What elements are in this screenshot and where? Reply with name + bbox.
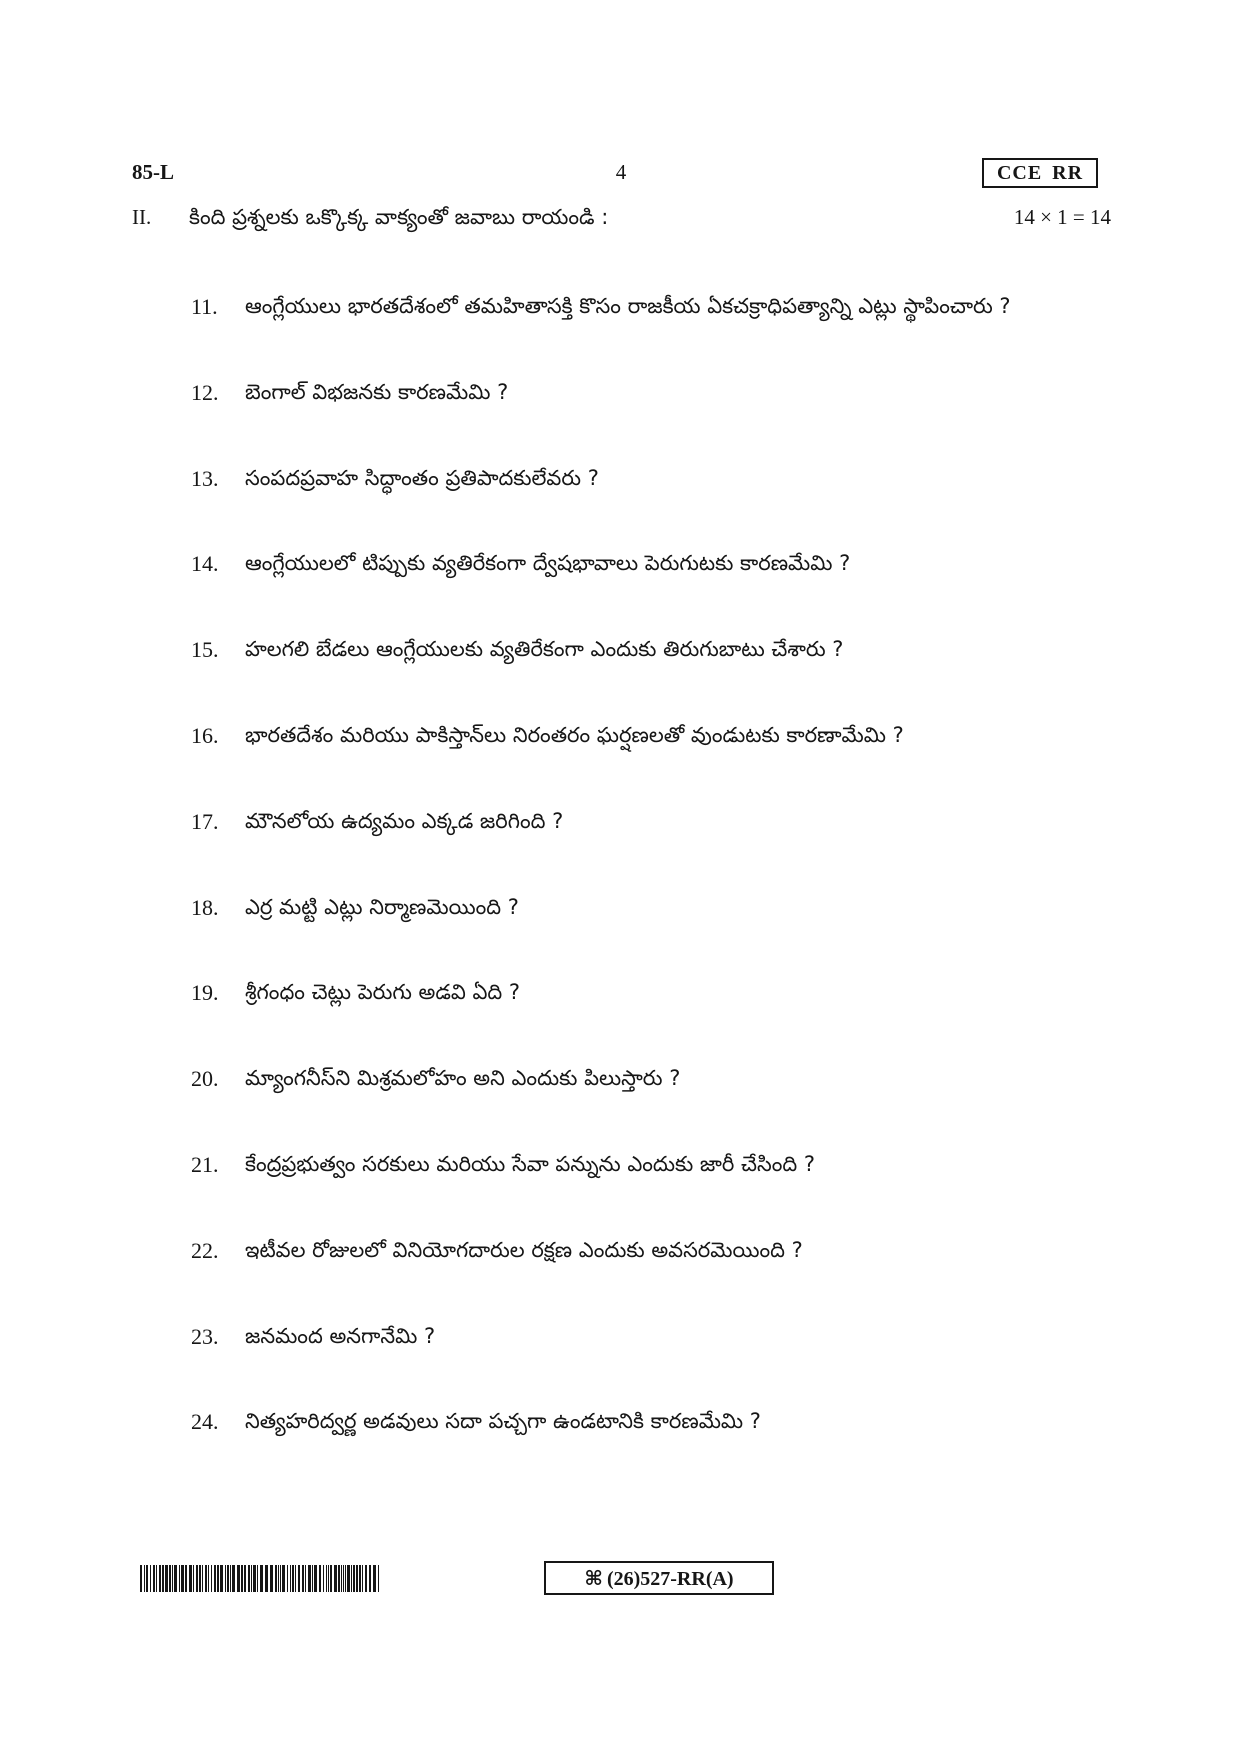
barcode bbox=[140, 1565, 382, 1592]
barcode-bar bbox=[282, 1565, 285, 1592]
section-instruction: కింది ప్రశ్నలకు ఒక్కొక్క వాక్యంతో జవాబు రాయండి : bbox=[189, 205, 609, 229]
barcode-bar bbox=[338, 1565, 340, 1592]
barcode-bar bbox=[230, 1565, 231, 1592]
barcode-bar bbox=[169, 1565, 171, 1592]
barcode-bar bbox=[146, 1565, 148, 1592]
barcode-bar bbox=[220, 1565, 223, 1592]
question-15 bbox=[191, 619, 1113, 680]
question-number: 17. bbox=[191, 808, 219, 834]
barcode-bar bbox=[334, 1565, 337, 1592]
question-11 bbox=[191, 276, 1113, 337]
barcode-bar bbox=[196, 1565, 198, 1592]
barcode-bar bbox=[378, 1565, 379, 1592]
question-text: హలగలి బేడలు ఆంగ్లేయులకు వ్యతిరేకంగా ఎందుకు తిరుగుబాటు చేశారు ? bbox=[245, 637, 844, 662]
question-number: 22. bbox=[191, 1237, 219, 1263]
barcode-bar bbox=[359, 1565, 361, 1592]
question-text: మౌనలోయ ఉద్యమం ఎక్కడ జరిగింది ? bbox=[245, 808, 564, 833]
barcode-bar bbox=[287, 1565, 288, 1592]
barcode-bar bbox=[326, 1565, 327, 1592]
question-12 bbox=[191, 362, 1113, 423]
question-24 bbox=[191, 1391, 1113, 1452]
question-text: ఆంగ్లేయులలో టిప్పుకు వ్యతిరేకంగా ద్వేషభావాలు పెరుగుటకు కారణమేమి ? bbox=[245, 551, 851, 576]
question-paper-code: (26)527-RR(A) bbox=[606, 1568, 734, 1590]
barcode-bar bbox=[172, 1565, 173, 1592]
barcode-bar bbox=[232, 1565, 235, 1592]
question-number: 20. bbox=[191, 1066, 219, 1092]
question-number: 12. bbox=[191, 379, 219, 405]
barcode-bar bbox=[347, 1565, 350, 1592]
barcode-bar bbox=[202, 1565, 203, 1592]
barcode-bar bbox=[179, 1565, 180, 1592]
question-number: 18. bbox=[191, 894, 219, 920]
barcode-bar bbox=[248, 1565, 250, 1592]
question-16 bbox=[191, 705, 1113, 766]
barcode-bar bbox=[353, 1565, 355, 1592]
question-number: 23. bbox=[191, 1323, 219, 1349]
barcode-bar bbox=[159, 1565, 161, 1592]
question-text: శ్రీగంధం చెట్లు పెరుగు అడవి ఏది ? bbox=[245, 980, 521, 1005]
barcode-bar bbox=[214, 1565, 216, 1592]
barcode-bar bbox=[330, 1565, 332, 1592]
question-23 bbox=[191, 1306, 1113, 1367]
barcode-bar bbox=[193, 1565, 194, 1592]
barcode-bar bbox=[270, 1565, 273, 1592]
question-20 bbox=[191, 1048, 1113, 1109]
barcode-bar bbox=[237, 1565, 240, 1592]
question-number: 14. bbox=[191, 551, 219, 577]
barcode-bar bbox=[265, 1565, 268, 1592]
barcode-bar bbox=[319, 1565, 321, 1592]
series-box: CCE RR bbox=[982, 158, 1098, 188]
barcode-bar bbox=[140, 1565, 142, 1592]
question-text: మ్యాంగనీస్‌ని మిశ్రమలోహం అని ఎందుకు పిలుస్తారు ? bbox=[245, 1066, 681, 1091]
question-13 bbox=[191, 448, 1113, 509]
question-list bbox=[191, 276, 1113, 1477]
question-text: బెంగాల్ విభజనకు కారణమేమి ? bbox=[245, 379, 509, 404]
section-number: II. bbox=[132, 205, 152, 229]
question-number: 16. bbox=[191, 722, 219, 748]
barcode-bar bbox=[290, 1565, 291, 1592]
barcode-bar bbox=[241, 1565, 243, 1592]
barcode-bar bbox=[208, 1565, 209, 1592]
barcode-bar bbox=[199, 1565, 201, 1592]
barcode-bar bbox=[345, 1565, 346, 1592]
question-text: నిత్యహరిద్వర్ణ అడవులు సదా పచ్చగా ఉండటానికి కారణమేమి ? bbox=[245, 1409, 761, 1434]
barcode-bar bbox=[144, 1565, 145, 1592]
barcode-bar bbox=[260, 1565, 263, 1592]
question-text: ఎర్ర మట్టి ఎట్లు నిర్మాణమెయింది ? bbox=[245, 894, 519, 919]
barcode-bar bbox=[302, 1565, 304, 1592]
question-text: ఆంగ్లేయులు భారతదేశంలో తమహితాసక్తి కొసం రాజకీయ ఏకచక్రాధిపత్యాన్ని ఎట్లు స్థాపించారు ? bbox=[245, 294, 1011, 318]
barcode-bar bbox=[314, 1565, 317, 1592]
question-text: భారతదేశం మరియు పాకిస్తాన్‌లు నిరంతరం ఘర్షణలతో వుండుటకు కారణామేమి ? bbox=[245, 722, 904, 747]
paper-code: 85-L bbox=[132, 160, 174, 184]
barcode-bar bbox=[295, 1565, 296, 1592]
barcode-bar bbox=[308, 1565, 311, 1592]
barcode-bar bbox=[244, 1565, 246, 1592]
barcode-bar bbox=[351, 1565, 352, 1592]
barcode-bar bbox=[217, 1565, 219, 1592]
barcode-bar bbox=[153, 1565, 155, 1592]
question-19 bbox=[191, 962, 1113, 1023]
question-18 bbox=[191, 877, 1113, 938]
barcode-bar bbox=[185, 1565, 187, 1592]
barcode-bar bbox=[162, 1565, 164, 1592]
question-17 bbox=[191, 791, 1113, 852]
barcode-bar bbox=[312, 1565, 313, 1592]
barcode-bar bbox=[257, 1565, 258, 1592]
barcode-bar bbox=[341, 1565, 342, 1592]
barcode-bar bbox=[211, 1565, 212, 1592]
page-number: 4 bbox=[615, 160, 627, 184]
barcode-bar bbox=[225, 1565, 226, 1592]
barcode-bar bbox=[253, 1565, 256, 1592]
barcode-bar bbox=[156, 1565, 157, 1592]
question-22 bbox=[191, 1220, 1113, 1281]
barcode-bar bbox=[280, 1565, 281, 1592]
barcode-bar bbox=[323, 1565, 324, 1592]
question-number: 15. bbox=[191, 637, 219, 663]
barcode-bar bbox=[373, 1565, 376, 1592]
barcode-bar bbox=[275, 1565, 277, 1592]
barcode-bar bbox=[251, 1565, 252, 1592]
barcode-bar bbox=[328, 1565, 329, 1592]
question-number: 19. bbox=[191, 980, 219, 1006]
question-number: 21. bbox=[191, 1151, 219, 1177]
question-text: జనమంద అనగానేమి ? bbox=[245, 1323, 436, 1348]
barcode-bar bbox=[181, 1565, 184, 1592]
question-number: 11. bbox=[191, 294, 218, 319]
barcode-bar bbox=[189, 1565, 192, 1592]
barcode-bar bbox=[343, 1565, 344, 1592]
question-number: 13. bbox=[191, 465, 219, 491]
barcode-bar bbox=[305, 1565, 306, 1592]
question-text: సంపదప్రవాహ సిద్ధాంతం ప్రతిపాదకులేవరు ? bbox=[245, 465, 599, 490]
question-number: 24. bbox=[191, 1409, 219, 1435]
barcode-bar bbox=[278, 1565, 279, 1592]
barcode-bar bbox=[150, 1565, 151, 1592]
barcode-bar bbox=[356, 1565, 358, 1592]
barcode-bar bbox=[205, 1565, 207, 1592]
command-symbol-icon: ⌘ bbox=[584, 1566, 603, 1590]
question-21 bbox=[191, 1134, 1113, 1195]
barcode-bar bbox=[369, 1565, 371, 1592]
question-text: కేంద్రప్రభుత్వం సరకులు మరియు సేవా పన్నును ఎందుకు జారీ చేసింది ? bbox=[245, 1151, 816, 1176]
barcode-bar bbox=[298, 1565, 300, 1592]
barcode-bar bbox=[165, 1565, 168, 1592]
barcode-bar bbox=[227, 1565, 229, 1592]
barcode-bar bbox=[365, 1565, 367, 1592]
barcode-bar bbox=[174, 1565, 177, 1592]
question-14 bbox=[191, 533, 1113, 594]
question-text: ఇటీవల రోజులలో వినియోగదారుల రక్షణ ఎందుకు అవసరమెయింది ? bbox=[245, 1237, 803, 1262]
barcode-bar bbox=[362, 1565, 363, 1592]
question-paper-code-box bbox=[544, 1561, 774, 1595]
section-marks: 14 × 1 = 14 bbox=[1013, 205, 1111, 229]
barcode-bar bbox=[292, 1565, 294, 1592]
